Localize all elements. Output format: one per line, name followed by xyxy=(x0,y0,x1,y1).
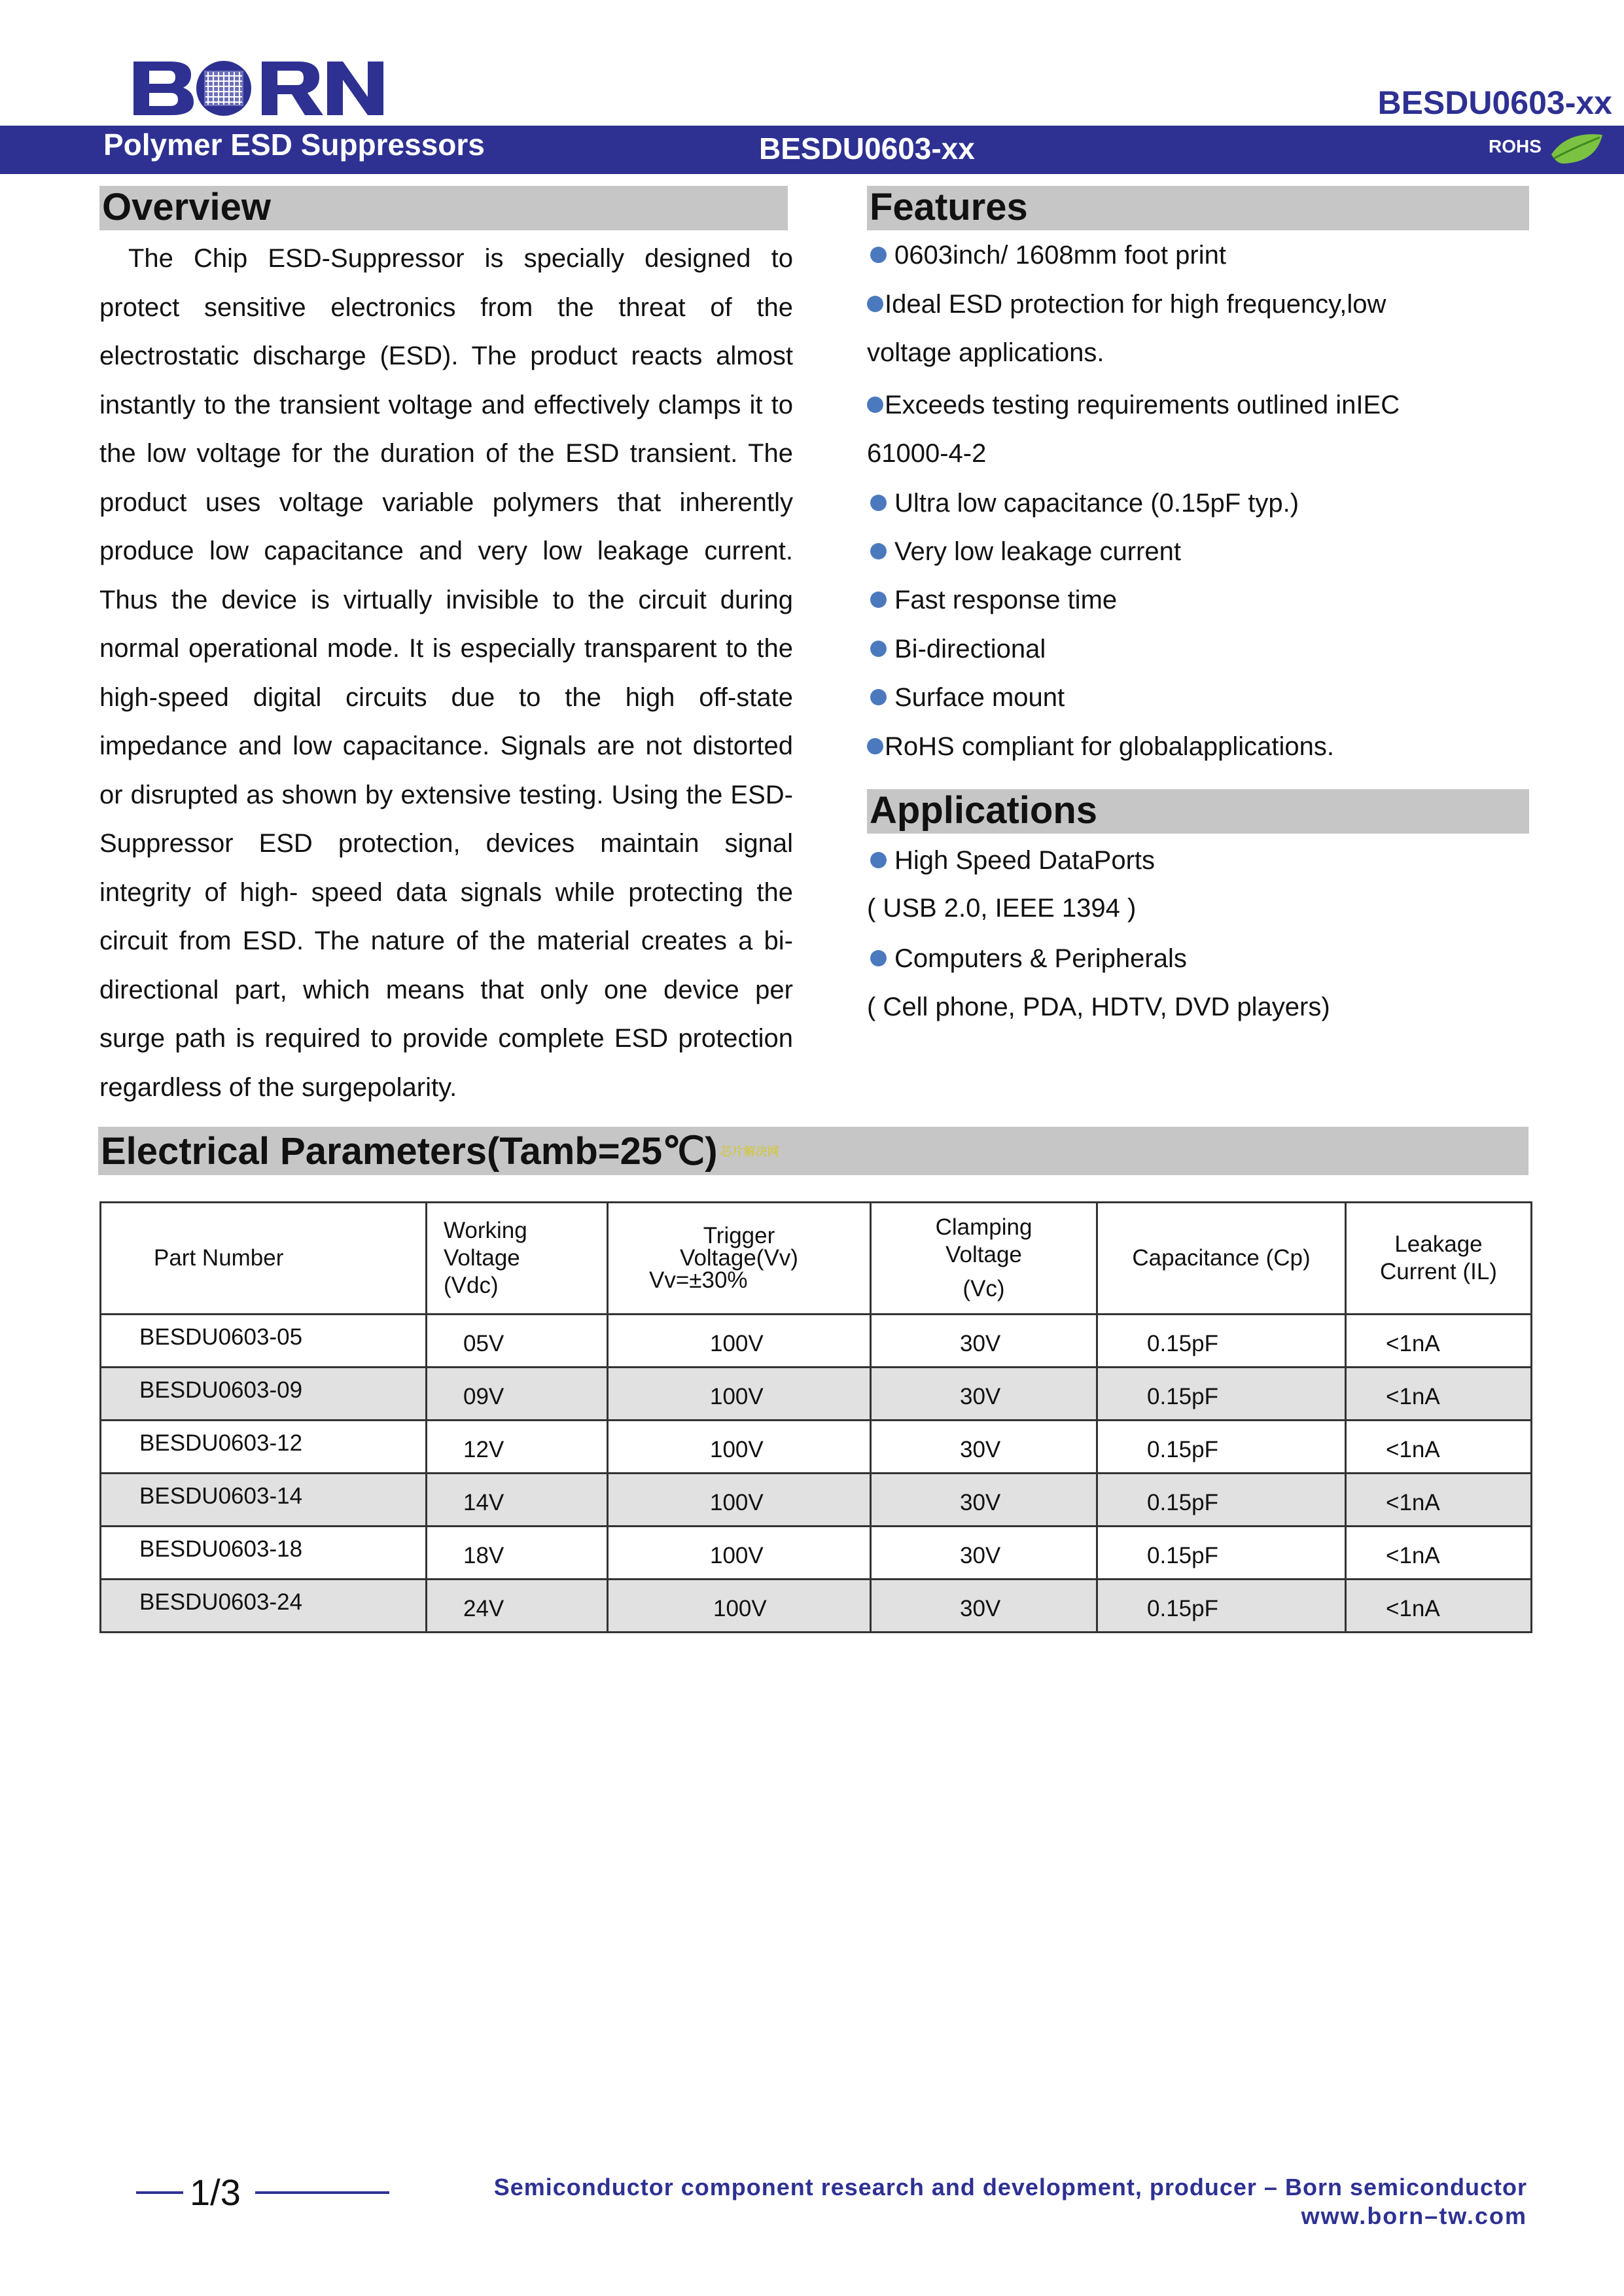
table-row: BESDU0603-18 18V 100V 30V 0.15pF <1nA xyxy=(101,1527,1532,1580)
header-part-number-cell: Part Number xyxy=(101,1203,427,1315)
bullet-icon xyxy=(867,738,883,754)
feature-item: Fast response time xyxy=(870,586,1117,615)
feature-item: Ultra low capacitance (0.15pF typ.) xyxy=(870,489,1299,518)
bullet-icon xyxy=(867,397,883,413)
feature-item: RoHS compliant for globalapplications. xyxy=(867,732,1334,762)
header-capacitance-cell: Capacitance (Cp) xyxy=(1097,1203,1346,1315)
application-item-detail: ( USB 2.0, IEEE 1394 ) xyxy=(867,894,1137,923)
footer-rule-right xyxy=(255,2191,389,2194)
feature-item: 0603inch/ 1608mm foot print xyxy=(870,241,1226,270)
table-row: BESDU0603-12 12V 100V 30V 0.15pF <1nA xyxy=(101,1421,1532,1474)
feature-item: Surface mount xyxy=(870,683,1065,713)
footer-url: www.born–tw.com xyxy=(1301,2202,1527,2229)
bullet-icon xyxy=(870,950,887,966)
bullet-icon xyxy=(867,296,883,312)
header-leakage-cell: Leakage Current (IL) xyxy=(1346,1203,1532,1315)
table-row: BESDU0603-24 24V 100V 30V 0.15pF <1nA xyxy=(101,1580,1532,1633)
applications-heading: Applications xyxy=(867,789,1529,834)
bullet-icon xyxy=(870,689,887,705)
feature-item: Very low leakage current xyxy=(870,537,1181,567)
bullet-icon xyxy=(870,247,887,263)
footer-rule-left xyxy=(136,2191,183,2194)
header-trigger-voltage-cell: Trigger Voltage(Vv) Vv=±30% xyxy=(608,1203,871,1315)
bullet-icon xyxy=(870,543,887,559)
features-heading: Features xyxy=(867,186,1529,230)
header-clamping-voltage-cell: Clamping Voltage (Vc) xyxy=(871,1203,1097,1315)
feature-item-cont: voltage applications. xyxy=(867,338,1104,367)
application-item: High Speed DataPorts xyxy=(870,846,1155,875)
bullet-icon xyxy=(870,852,887,868)
footer-tagline: Semiconductor component research and development, producer – Born semiconductor xyxy=(493,2174,1527,2200)
rohs-label: ROHS xyxy=(1489,136,1542,156)
application-item-detail: ( Cell phone, PDA, HDTV, DVD players) xyxy=(867,993,1330,1021)
feature-item-cont: 61000-4-2 xyxy=(867,439,987,468)
header-product-family: Polymer ESD Suppressors xyxy=(103,128,485,162)
electrical-parameters-heading: Electrical Parameters(Tamb=25℃) $^{芯片解决网}$ xyxy=(98,1127,1528,1175)
watermark-text: 芯片解决网 xyxy=(720,1145,779,1158)
rohs-leaf-icon xyxy=(1547,128,1606,170)
overview-heading: Overview xyxy=(99,186,788,230)
born-logo xyxy=(131,59,386,118)
bullet-icon xyxy=(870,592,887,608)
bullet-icon xyxy=(870,495,887,511)
header-part-center: BESDU0603-xx xyxy=(759,132,975,166)
application-item: Computers & Peripherals xyxy=(870,944,1187,974)
header-part-number: BESDU0603-xx xyxy=(1377,84,1612,121)
parameters-table xyxy=(99,1201,1532,1633)
table-row: BESDU0603-05 05V 100V 30V 0.15pF <1nA xyxy=(101,1315,1532,1368)
feature-item: Exceeds testing requirements outlined inIEC xyxy=(867,391,1400,420)
feature-item: Bi-directional xyxy=(870,635,1046,664)
bullet-icon xyxy=(870,641,887,657)
table-row: BESDU0603-09 09V 100V 30V 0.15pF <1nA xyxy=(101,1368,1532,1421)
header-working-voltage-cell: Working Voltage (Vdc) xyxy=(427,1203,608,1315)
table-header-row xyxy=(101,1203,1532,1315)
page-number: 1/3 xyxy=(190,2172,241,2213)
overview-body: The Chip ESD-Suppressor is specially designed to protect sensitive electronics from the threat of the electrostatic discharge (ESD). The product reacts almost instantly to the transient voltage and effectively clamps it to the low voltage for the duration of the ESD transient. The product uses voltage variable polymers that inherently produce low capacitance and very low leakage current. Thus the device is virtually invisible to the circuit during normal operational mode. It is especially transparent to the high-speed digital circuits due to the high off-state impedance and low capacitance. Signals are not distorted or disrupted as shown by extensive testing. Using the ESD-Suppressor ESD protection, devices maintain signal integrity of high- speed data signals while protecting the circuit from ESD. The nature of the material creates a bi- directional part, which means that only one device per surge path is required to provide complete ESD protection regardless of the surgepolarity. xyxy=(99,244,793,1102)
feature-item: Ideal ESD protection for high frequency,low xyxy=(867,290,1386,319)
table-row: BESDU0603-14 14V 100V 30V 0.15pF <1nA xyxy=(101,1474,1532,1527)
